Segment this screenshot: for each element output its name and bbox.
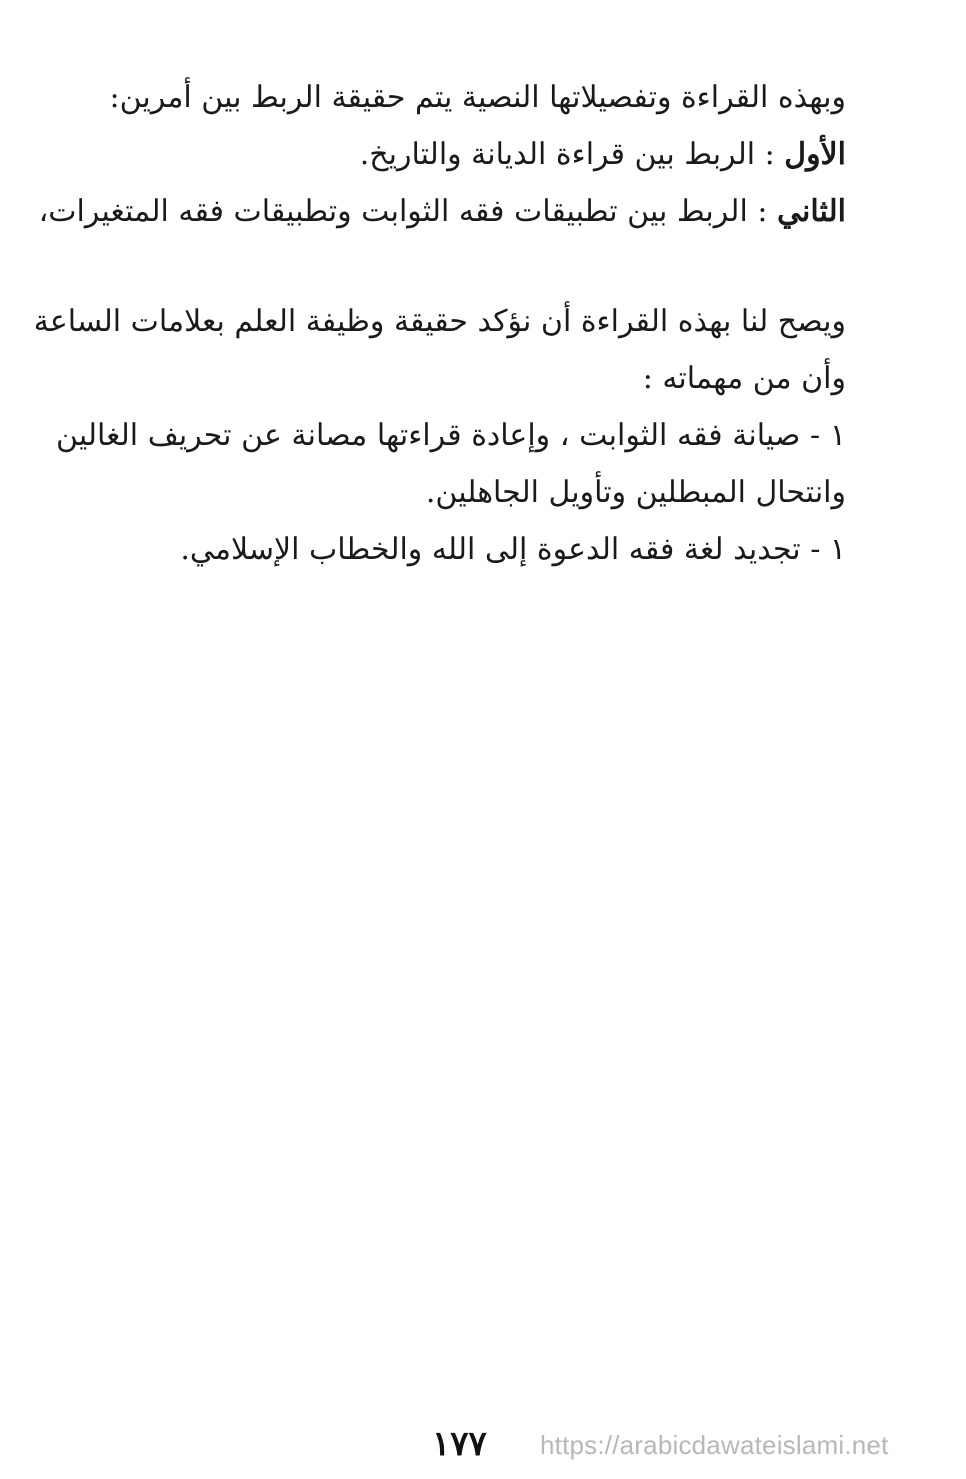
- point-two-line-1: ١ - تجديد لغة فقه الدعوة إلى الله والخطاب الإسلامي.: [180, 532, 846, 567]
- list-item-first-label: الأول: [784, 137, 846, 172]
- site-url-watermark: https://arabicdawateislami.net: [540, 1430, 889, 1460]
- point-one-line-1: ١ - صيانة فقه الثوابت ، وإعادة قراءتها مصانة عن تحريف الغالين: [56, 418, 846, 453]
- paragraph-two-line-1: ويصح لنا بهذه القراءة أن نؤكد حقيقة وظيفة العلم بعلامات الساعة: [33, 304, 846, 339]
- list-item-second: [39, 192, 846, 232]
- list-item-second-label: الثاني: [776, 194, 846, 229]
- page-footer: [0, 1422, 966, 1472]
- paragraph-intro-line: وبهذه القراءة وتفصيلاتها النصية يتم حقيقة الربط بين أمرين:: [109, 80, 846, 115]
- paragraph-two-line-2: وأن من مهماته :: [642, 361, 846, 396]
- page-number: ١٧٧: [432, 1424, 487, 1464]
- list-item-first: [360, 135, 846, 175]
- list-item-first-text: : الربط بين قراءة الديانة والتاريخ.: [359, 137, 785, 172]
- point-one-line-2: وانتحال المبطلين وتأويل الجاهلين.: [425, 475, 846, 510]
- list-item-second-text: : الربط بين تطبيقات فقه الثوابت وتطبيقات فقه المتغيرات،: [38, 194, 777, 229]
